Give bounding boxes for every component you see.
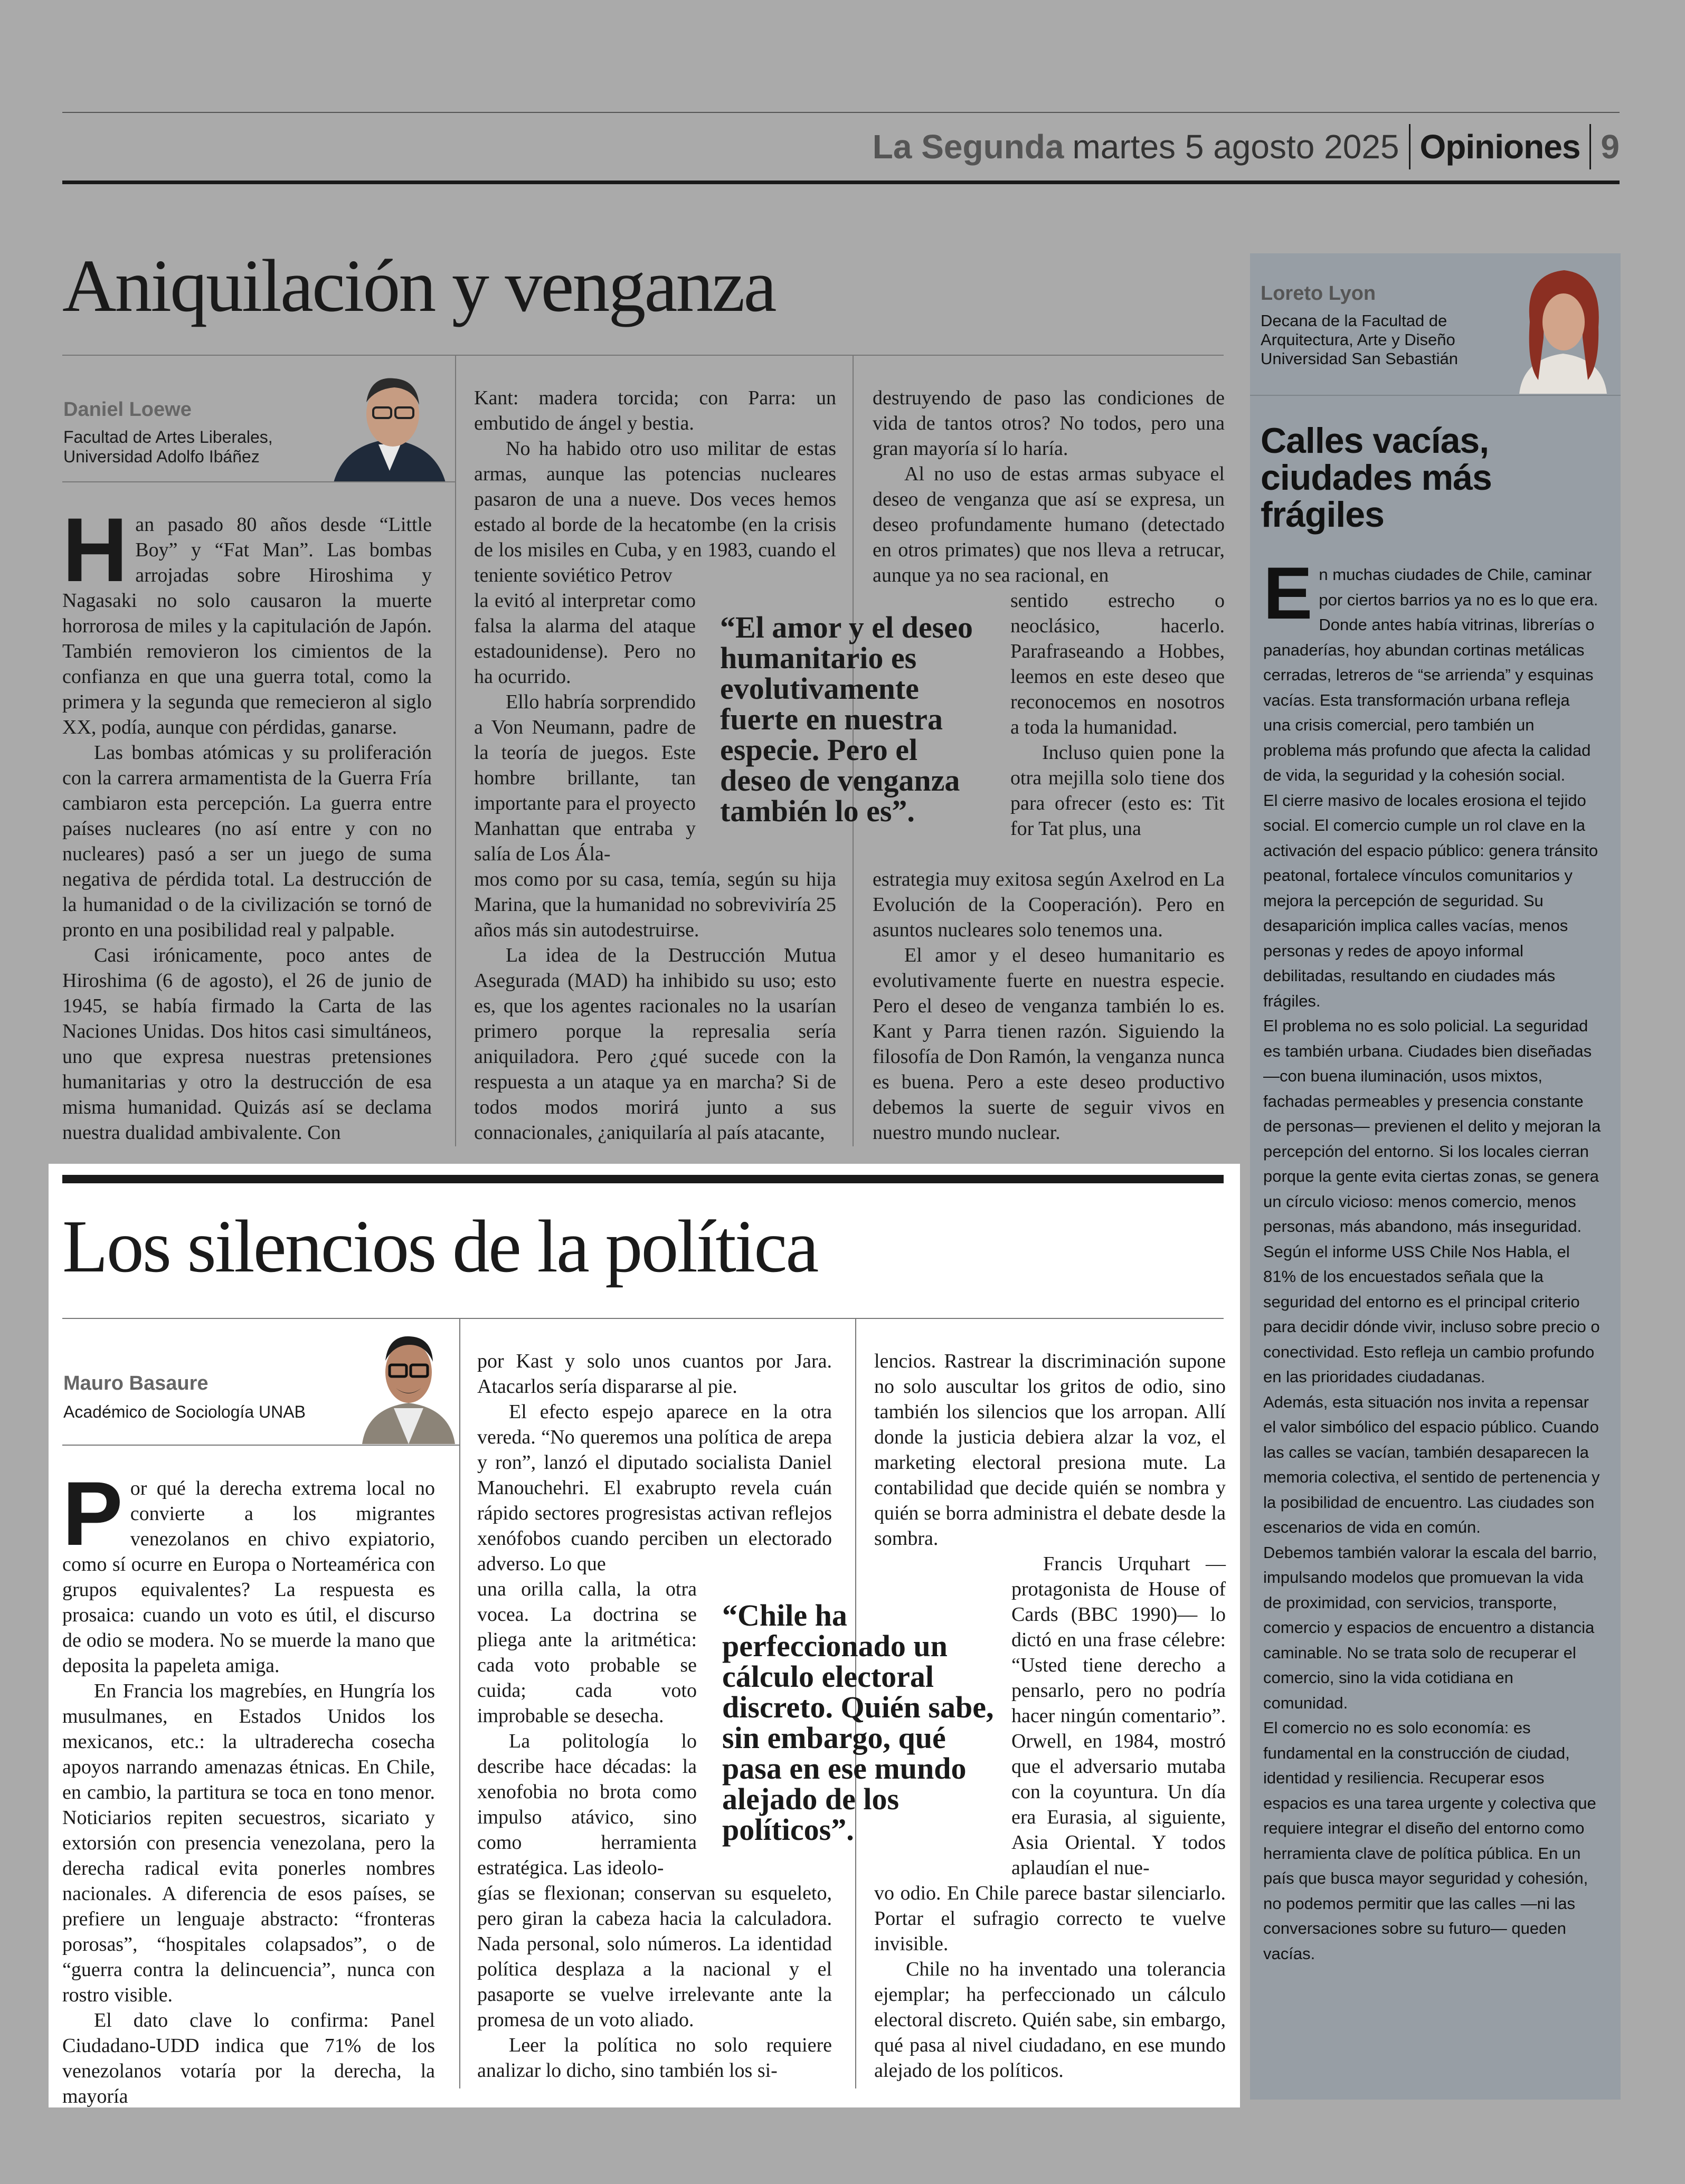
article2-title: Los silencios de la política [62, 1204, 818, 1288]
body-paragraph: El efecto espejo aparece en la otra vereda. “No queremos una política de arepa y ron”, lanzó el diputado socialista Daniel Manouchehri. El exabrupto revela cuán rápido sectores progresistas activan reflejos xenófobos cuando perciben un electorado adverso. Lo que [477, 1401, 832, 1575]
article2-affiliation: Académico de Sociología UNAB [63, 1402, 306, 1421]
body-paragraph: Las bombas atómicas y su proliferación con la carrera armamentista de la Guerra Fría cambiaron esta percepción. La guerra entre países nucleares (no así entre y con no nucleares) pasó a ser un juego de suma negativa de pérdida total. La destrucción de la humanidad o de la civilización se tornó de pronto en una posibilidad real y palpable. [62, 742, 432, 941]
article1-title-rule [62, 355, 1224, 356]
article2-column-2-top [477, 1349, 832, 1577]
article1-title: Aniquilación y venganza [62, 244, 775, 327]
body-paragraph: El dato clave lo confirma: Panel Ciudadano-UDD indica que 71% de los venezolanos votaría por la derecha, la mayoría [62, 2009, 435, 2107]
article1-author: Daniel Loewe [63, 398, 192, 421]
masthead [62, 112, 1620, 184]
body-paragraph: una orilla calla, la otra vocea. La doctrina se pliega ante la aritmética: cada voto probable se cuida; cada voto improbable se desecha. [477, 1578, 697, 1727]
sidebar-author-photo [1509, 259, 1617, 394]
article1-column-3-bottom [873, 867, 1225, 1145]
body-paragraph: El cierre masivo de locales erosiona el tejido social. El comercio cumple un rol clave en la activación del espacio público: genera tránsito peatonal, fortalece vínculos comunitarios y mejora la percepción de seguridad. Su desaparición implica calles vacías, menos personas y redes de apoyo informal debilitadas, resultando en ciudades más frágiles. [1263, 791, 1598, 1010]
body-paragraph [1263, 552, 1601, 788]
article2-byline-rule [62, 1445, 460, 1446]
body-paragraph: Kant: madera torcida; con Parra: un embutido de ángel y bestia. [474, 387, 836, 434]
article1-pull-quote: “El amor y el deseo humanitario es evolutivamente fuerte en nuestra especie. Pero el deseo de venganza también lo es”. [720, 610, 973, 828]
article2-pull-quote: “Chile ha perfeccionado un cálculo electoral discreto. Quién sabe, sin embargo, qué pasa en ese mundo alejado de los políticos”. [722, 1598, 994, 1847]
drop-cap: E [1263, 552, 1313, 634]
title-line: frágiles [1261, 495, 1384, 535]
issue-date: martes 5 agosto 2025 [1072, 128, 1399, 166]
body-paragraph: Debemos también valorar la escala del barrio, impulsando modelos que promuevan la vida de proximidad, con servicios, transporte, comercio y espacios de encuentro a distancia caminable. No se trata solo de recuperar el comercio, sino la vida cotidiana en comunidad. [1263, 1543, 1597, 1712]
body-paragraph [62, 1463, 435, 1678]
sidebar-body [1263, 552, 1601, 1966]
title-line: ciudades más [1261, 458, 1492, 498]
article1-column-3-narrow [1010, 588, 1225, 841]
sidebar-title [1261, 422, 1492, 533]
body-paragraph: Ello habría sorprendido a Von Neumann, padre de la teoría de juegos. Este hombre brillante, tan importante para el proyecto Manhattan que entraba y salía de Los Ála- [474, 691, 696, 865]
body-paragraph: lencios. Rastrear la discriminación supone no solo auscultar los gritos de odio, sino también los silencios que los arropan. Allí donde la justicia debiera alzar la voz, el marketing electoral presiona mute. La contabilidad que decide quién se nombra y quién se borra administra el debate desde la sombra. [874, 1350, 1226, 1550]
article1-column-3-top [873, 385, 1225, 588]
body-paragraph: estrategia muy exitosa según Axelrod en La Evolución de la Cooperación). Pero en asuntos nucleares solo tenemos una. [873, 868, 1225, 941]
article2-column-2-narrow [477, 1577, 697, 1881]
body-paragraph: En Francia los magrebíes, en Hungría los musulmanes, en Estados Unidos los mexicanos, etc.: la ultraderecha cosecha apoyos narrando amenazas étnicas. En Chile, en cambio, la partitura se toca en tono menor. Noticiarios repiten secuestros, sicariato y extorsión con presencia venezolana, pero la derecha radical evita ponerles nombres nacionales. A diferencia de esos países, se prefiere un lenguaje abstracto: “fronteras porosas”, “hospitales colapsados”, o de “guerra contra la delincuencia”, nunca con rostro visible. [62, 1680, 435, 2006]
affiliation-line: Universidad San Sebastián [1261, 349, 1458, 368]
article1-column-2-top [474, 385, 836, 588]
article1-affiliation [63, 428, 273, 467]
article1-column-2-bottom [474, 867, 836, 1145]
body-paragraph: mos como por su casa, temía, según su hija Marina, que la humanidad no sobreviviría 25 años más sin autodestruirse. [474, 868, 836, 941]
sidebar-author: Loreto Lyon [1261, 282, 1376, 305]
masthead-divider [1409, 124, 1411, 169]
paragraph-text: an pasado 80 años desde “Little Boy” y “Fat Man”. Las bombas arrojadas sobre Hiroshima y Nagasaki no solo causaron la muerte horrorosa de miles y la capitulación de Japón. También removieron los cimientos de la confianza en que una guerra total, como la primera y la segunda que remecieron al siglo XX, podía, aunque con pérdidas, ganarse. [62, 514, 432, 738]
affiliation-line: Universidad Adolfo Ibáñez [63, 447, 260, 466]
article2-column-3-top [874, 1349, 1226, 1551]
article2-column-3-bottom [874, 1881, 1226, 2083]
section-name: Opiniones [1419, 128, 1580, 166]
title-line: Calles vacías, [1261, 421, 1489, 461]
body-paragraph [62, 499, 432, 740]
body-paragraph: Incluso quien pone la otra mejilla solo tiene dos para ofrecer (esto es: Tit for Tat plus, una [1010, 742, 1225, 840]
body-paragraph: Francis Urquhart —protagonista de House of Cards (BBC 1990)— lo dictó en una frase célebre: “Usted tiene derecho a pensarlo, pero no podría hacer ningún comentario”. Orwell, en 1984, mostró que el adversario mutaba con la coyuntura. Un día era Eurasia, al siguiente, Asia Oriental. Y todos aplaudían el nue- [1011, 1553, 1226, 1879]
article1-byline-rule [62, 481, 456, 482]
affiliation-line: Arquitectura, Arte y Diseño [1261, 330, 1455, 349]
article2-column-1 [62, 1463, 435, 2109]
body-paragraph: El problema no es solo policial. La seguridad es también urbana. Ciudades bien diseñadas —con buena iluminación, usos mixtos, fachadas permeables y presencia constante de personas— previenen el delito y mejoran la percepción del entorno. Si los locales cierran porque la gente evita ciertas zonas, se genera un círculo vicioso: menos comercio, menos personas, más abandono, más inseguridad. Según el informe USS Chile Nos Habla, el 81% de los encuestados señala que la seguridad del entorno es el principal criterio para decidir dónde vivir, incluso sobre precio o conectividad. Esto refleja un cambio profundo en las prioridades ciudadanas. [1263, 1017, 1601, 1386]
affiliation-line: Facultad de Artes Liberales, [63, 428, 273, 447]
article2-column-2-bottom [477, 1881, 832, 2083]
article2-top-bar [62, 1175, 1224, 1183]
article1-author-photo [323, 365, 456, 482]
body-paragraph: vo odio. En Chile parece bastar silenciarlo. Portar el sufragio correcto te vuelve invisible. [874, 1882, 1226, 1955]
article1-column-2-narrow [474, 588, 696, 867]
page-number: 9 [1601, 128, 1620, 166]
body-paragraph: sentido estrecho o neoclásico, hacerlo. Parafraseando a Hobbes, leemos en este deseo que reconocemos en nosotros a toda la humanidad. [1010, 590, 1225, 738]
body-paragraph: Leer la política no solo requiere analizar lo dicho, sino también los si- [477, 2034, 832, 2082]
body-paragraph: La politología lo describe hace décadas: la xenofobia no brota como impulso atávico, sino como herramienta estratégica. Las ideolo- [477, 1730, 697, 1879]
sidebar-rule [1250, 395, 1621, 396]
article2-author: Mauro Basaure [63, 1372, 209, 1394]
article2-title-rule [62, 1318, 1224, 1319]
body-paragraph: El amor y el deseo humanitario es evolutivamente fuerte en nuestra especie. Pero el deseo de venganza también lo es. Kant y Parra tienen razón. Siguiendo la filosofía de Don Ramón, la venganza nunca es buena. Pero a este deseo productivo debemos la suerte de seguir vivos en nuestro mundo nuclear. [873, 944, 1225, 1144]
column-divider [459, 1318, 460, 2088]
body-paragraph: la evitó al interpretar como falsa la alarma del ataque estadounidense). Pero no ha ocurrido. [474, 590, 696, 688]
sidebar-affiliation [1261, 311, 1458, 368]
body-paragraph: por Kast y solo unos cuantos por Jara. Atacarlos sería dispararse al pie. [477, 1350, 832, 1398]
body-paragraph: No ha habido otro uso militar de estas armas, aunque las potencias nucleares pasaron de una a nueve. Dos veces hemos estado al borde de la hecatombe (en la crisis de los misiles en Cuba, y en 1983, cuando el teniente soviético Petrov [474, 438, 836, 586]
body-paragraph: Además, esta situación nos invita a repensar el valor simbólico del espacio público. Cuando las calles se vacían, también desaparecen la memoria colectiva, el sentido de pertenencia y la posibilidad de encuentro. Las ciudades son escenarios de vida en común. [1263, 1392, 1600, 1536]
drop-cap: P [62, 1463, 123, 1564]
paragraph-text: n muchas ciudades de Chile, caminar por ciertos barrios ya no es lo que era. Donde antes había vitrinas, librerías o panaderías, hoy abundan cortinas metálicas cerradas, letreros de “se arrienda” y esquinas vacías. Esta transformación urbana refleja una crisis comercial, pero también un problema más profundo que afecta la calidad de vida, la seguridad y la cohesión social. [1263, 565, 1598, 784]
masthead-divider [1589, 124, 1591, 169]
paper-name: La Segunda [872, 128, 1064, 166]
body-paragraph: destruyendo de paso las condiciones de vida de tantos otros? No todos, pero una gran mayoría sí lo haría. [873, 387, 1225, 460]
column-divider [455, 355, 456, 1146]
body-paragraph: El comercio no es solo economía: es fundamental en la construcción de ciudad, identidad y resiliencia. Recuperar esos espacios es una tarea urgente y colectiva que requiere integrar el diseño del entorno como herramienta clave de política pública. En un país que busca mayor seguridad y cohesión, no podemos permitir que las calles —ni las conversaciones sobre su futuro— queden vacías. [1263, 1718, 1596, 1963]
body-paragraph: Casi irónicamente, poco antes de Hiroshima (6 de agosto), el 26 de junio de 1945, se había firmado la Carta de las Naciones Unidas. Dos hitos casi simultáneos, uno que expresa nuestras pretensiones humanitarias y otro la destrucción de esa misma humanidad. Quizás así se declama nuestra dualidad ambivalente. Con [62, 944, 432, 1144]
article1-column-1 [62, 499, 432, 1145]
paragraph-text: or qué la derecha extrema local no convierte a los migrantes venezolanos en chivo expiatorio, como sí ocurre en Europa o Norteamérica con grupos equivalentes? La respuesta es prosaica: cuando un voto es útil, el discurso de odio se modera. No se muerde la mano que deposita la papeleta amiga. [62, 1477, 435, 1677]
affiliation-line: Decana de la Facultad de [1261, 311, 1447, 330]
drop-cap: H [62, 499, 128, 601]
body-paragraph: Al no uso de estas armas subyace el deseo de venganza que así se expresa, un deseo profundamente humano (detectado en otros primates) que nos lleva a retrucar, aunque ya no sea racional, en [873, 463, 1225, 586]
body-paragraph: gías se flexionan; conservan su esqueleto, pero giran la cabeza hacia la calculadora. Nada personal, solo números. La identidad política desplaza a la nacional y el pasaporte se vuelve irrelevante ante la promesa de un voto aliado. [477, 1882, 832, 2031]
body-paragraph: La idea de la Destrucción Mutua Asegurada (MAD) ha inhibido su uso; esto es, que los agentes racionales no la usarían primero porque la represalia sería aniquiladora. Pero ¿qué sucede con la respuesta a un ataque ya en marcha? Si de todos modos morirá junto a sus connacionales, ¿aniquilaría al país atacante, [474, 944, 836, 1144]
body-paragraph: Chile no ha inventado una tolerancia ejemplar; ha perfeccionado un cálculo electoral discreto. Quién sabe, sin embargo, qué pasa al nivel ciudadano, en ese mundo alejado de los políticos. [874, 1958, 1226, 2082]
article2-author-photo [357, 1324, 460, 1444]
article2-column-3-narrow [1011, 1551, 1226, 1881]
